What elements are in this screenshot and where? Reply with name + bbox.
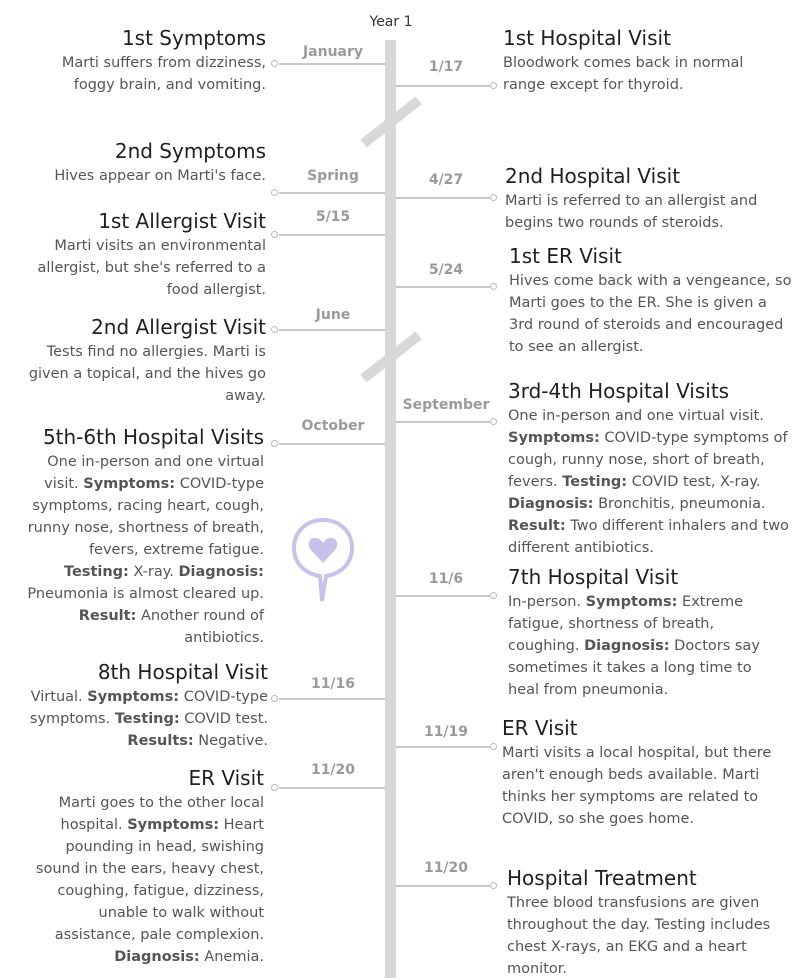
event-description: Bloodwork comes back in normal range except for thyroid. (503, 55, 744, 93)
right-event-1-card (503, 26, 773, 96)
left-event-7-connector (279, 787, 385, 789)
left-event-7-card (20, 766, 264, 968)
left-event-3-connector (279, 234, 385, 236)
right-event-1-date: 1/17 (428, 59, 464, 75)
event-title: 1st Symptoms (121, 26, 266, 50)
heart-speech-bubble-icon (292, 517, 354, 603)
event-title: 2nd Hospital Visit (505, 164, 681, 188)
event-description: Virtual. Symptoms: COVID-type symptoms. Testing: COVID test. Results: Negative. (29, 689, 268, 749)
left-event-3-card (20, 209, 266, 301)
right-event-2-node (490, 194, 497, 201)
left-event-5-card (22, 425, 264, 649)
event-description: In-person. Symptoms: Extreme fatigue, shortness of breath, coughing. Diagnosis: Doctors say sometimes it takes a long time to heal from pneumonia. (508, 594, 760, 698)
left-event-7-date: 11/20 (310, 762, 356, 778)
event-title: 7th Hospital Visit (508, 565, 679, 589)
right-event-2-card (505, 164, 777, 234)
timeline-axis (385, 40, 396, 978)
left-event-4-date: June (315, 307, 351, 323)
right-event-4-card (508, 379, 800, 559)
event-description: Tests find no allergies. Marti is given a topical, and the hives go away. (28, 344, 266, 404)
right-event-6-card (502, 716, 778, 830)
left-event-2-card (40, 139, 266, 187)
right-event-5-card (508, 565, 778, 701)
left-event-3-date: 5/15 (315, 209, 351, 225)
right-event-7-connector (396, 885, 490, 887)
left-event-1-date: January (302, 44, 364, 60)
left-event-6-node (271, 695, 278, 702)
left-event-5-node (271, 440, 278, 447)
right-event-6-date: 11/19 (423, 724, 469, 740)
right-event-1-connector (396, 85, 490, 87)
event-description: Marti visits a local hospital, but there aren't enough beds available. Marti thinks her symptoms are related to COVID, so she goes home. (502, 745, 772, 827)
event-title: 8th Hospital Visit (97, 660, 268, 684)
left-event-4-card (10, 315, 266, 407)
right-event-4-node (490, 418, 497, 425)
event-description: One in-person and one virtual visit. Symptoms: COVID-type symptoms, racing heart, cough, runny nose, shortness of breath, fevers, extreme fatigue. Testing: X-ray. Diagnosis: Pneumonia is almost cleared up. Result: Another round of antibiotics. (27, 454, 264, 646)
event-title: ER Visit (502, 716, 578, 740)
left-event-6-connector (279, 698, 385, 700)
left-event-7-node (271, 784, 278, 791)
right-event-4-date: September (402, 397, 490, 413)
year-label: Year 1 (369, 14, 413, 30)
left-event-1-card (30, 26, 266, 96)
event-title: 2nd Symptoms (114, 139, 266, 163)
left-event-5-date: October (301, 418, 365, 434)
event-description: Hives come back with a vengeance, so Marti goes to the ER. She is given a 3rd round of steroids and encouraged to see an allergist. (509, 273, 792, 355)
event-description: Marti is referred to an allergist and begins two rounds of steroids. (505, 193, 758, 231)
event-description: Three blood transfusions are given throughout the day. Testing includes chest X-rays, an EKG and a heart monitor. (507, 895, 771, 977)
right-event-1-node (490, 82, 497, 89)
right-event-3-date: 5/24 (428, 262, 464, 278)
right-event-2-date: 4/27 (428, 172, 464, 188)
left-event-4-node (271, 326, 278, 333)
event-title: 1st Hospital Visit (503, 26, 671, 50)
event-title: 3rd-4th Hospital Visits (508, 379, 730, 403)
event-title: 1st ER Visit (509, 244, 622, 268)
left-event-3-node (271, 231, 278, 238)
right-event-5-node (490, 592, 497, 599)
event-description: Marti goes to the other local hospital. Symptoms: Heart pounding in head, swishing sound in the ears, heavy chest, coughing, fatigue, dizziness, unable to walk without assistance, pale complexion. Diagnosis: Anemia. (35, 795, 264, 965)
event-description: Marti visits an environmental allergist, but she's referred to a food allergist. (37, 238, 266, 298)
event-description: Marti suffers from dizziness, foggy brain, and vomiting. (61, 55, 266, 93)
left-event-5-connector (279, 443, 385, 445)
right-event-3-card (509, 244, 793, 358)
right-event-3-connector (396, 286, 490, 288)
right-event-6-connector (396, 746, 490, 748)
right-event-5-connector (396, 595, 490, 597)
right-event-3-node (490, 283, 497, 290)
event-title: 1st Allergist Visit (98, 209, 266, 233)
event-description: One in-person and one virtual visit. Symptoms: COVID-type symptoms of cough, runny nose, short of breath, fevers. Testing: COVID test, X-ray. Diagnosis: Bronchitis, pneumonia. Result: Two different inhalers and two different antibiotics. (508, 408, 789, 556)
right-event-6-node (490, 743, 497, 750)
event-title: 2nd Allergist Visit (91, 315, 266, 339)
right-event-7-card (507, 866, 781, 980)
event-title: 5th-6th Hospital Visits (42, 425, 264, 449)
right-event-7-node (490, 882, 497, 889)
left-event-2-connector (279, 192, 385, 194)
right-event-2-connector (396, 197, 490, 199)
left-event-2-date: Spring (307, 168, 359, 184)
left-event-1-connector (279, 63, 385, 65)
left-event-6-card (10, 660, 268, 752)
event-title: ER Visit (188, 766, 264, 790)
left-event-6-date: 11/16 (310, 676, 356, 692)
left-event-4-connector (279, 329, 385, 331)
event-description: Hives appear on Marti's face. (54, 168, 266, 184)
event-title: Hospital Treatment (507, 866, 697, 890)
right-event-5-date: 11/6 (428, 571, 464, 587)
left-event-2-node (271, 189, 278, 196)
right-event-4-connector (396, 421, 490, 423)
left-event-1-node (271, 60, 278, 67)
right-event-7-date: 11/20 (423, 860, 469, 876)
